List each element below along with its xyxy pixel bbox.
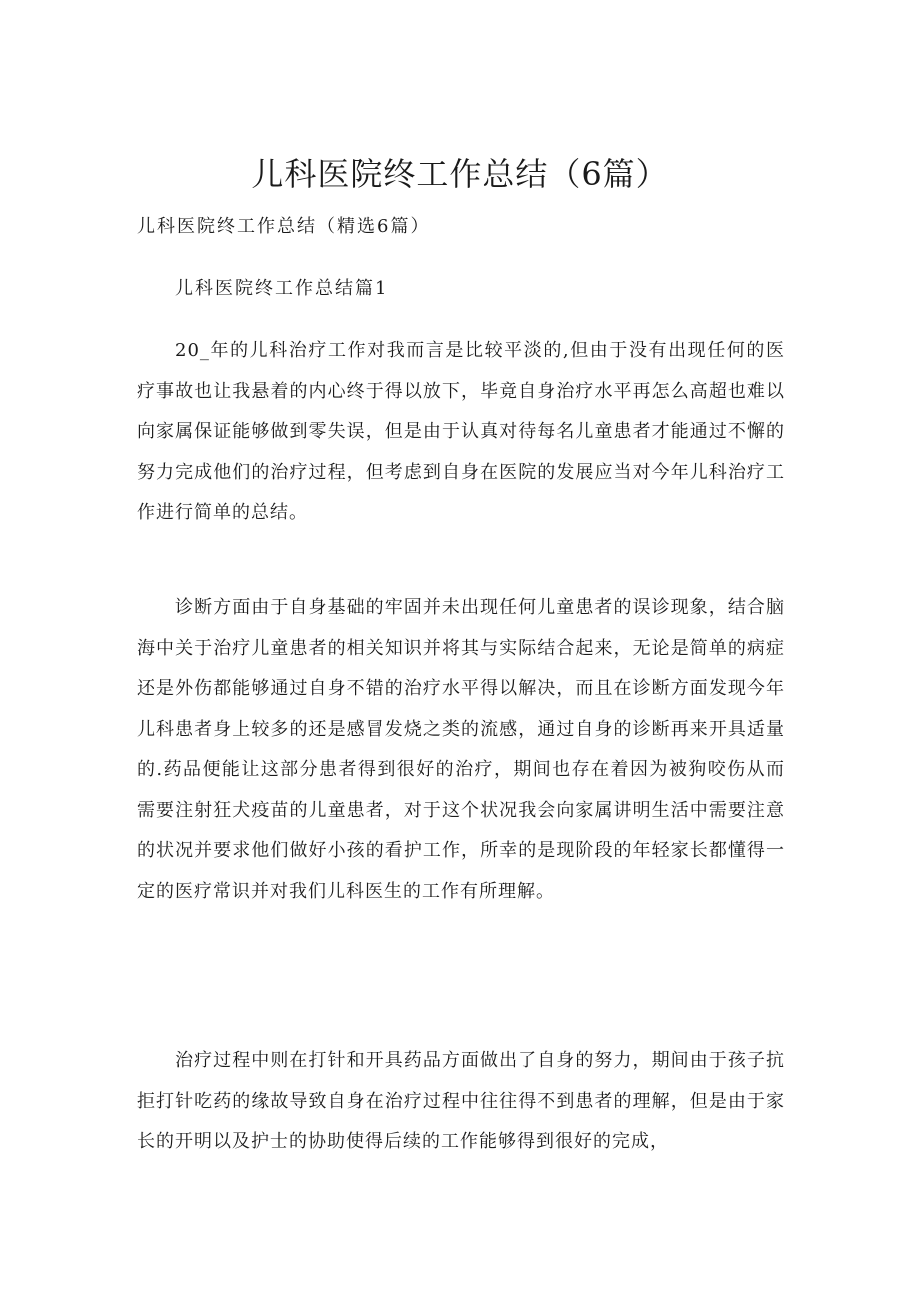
paragraph-3: 治疗过程中则在打针和开具药品方面做出了自身的努力，期间由于孩子抗拒打针吃药的缘故导致自身在治疗过程中往往得不到患者的理解，但是由于家长的开明以及护士的协助使得后续的工作能够得到很好的完成， xyxy=(137,1050,785,1152)
document-title: 儿科医院终工作总结（6篇） xyxy=(251,155,669,193)
paragraph-2: 诊断方面由于自身基础的牢固并未出现任何儿童患者的误诊现象，结合脑海中关于治疗儿童患者的相关知识并将其与实际结合起来，无论是简单的病症还是外伤都能够通过自身不错的治疗水平得以解决，而且在诊断方面发现今年儿科患者身上较多的还是感冒发烧之类的流感，通过自身的诊断再来开具适量的.药品便能让这部分患者得到很好的治疗，期间也存在着因为被狗咬伤从而需要注射狂犬疫苗的儿童患者，对于这个状况我会向家属讲明生活中需要注意的状况并要求他们做好小孩的看护工作，所幸的是现阶段的年轻家长都懂得一定的医疗常识并对我们儿科医生的工作有所理解。 xyxy=(137,597,785,902)
section-heading: 儿科医院终工作总结篇1 xyxy=(175,278,389,299)
document-subtitle: 儿科医院终工作总结（精选6篇） xyxy=(137,216,431,237)
paragraph-1: 20_年的儿科治疗工作对我而言是比较平淡的,但由于没有出现任何的医疗事故也让我悬着的内心终于得以放下，毕竟自身治疗水平再怎么高超也难以向家属保证能够做到零失误，但是由于认真对待每名儿童患者才能通过不懈的努力完成他们的治疗过程，但考虑到自身在医院的发展应当对今年儿科治疗工作进行简单的总结。 xyxy=(137,340,785,523)
